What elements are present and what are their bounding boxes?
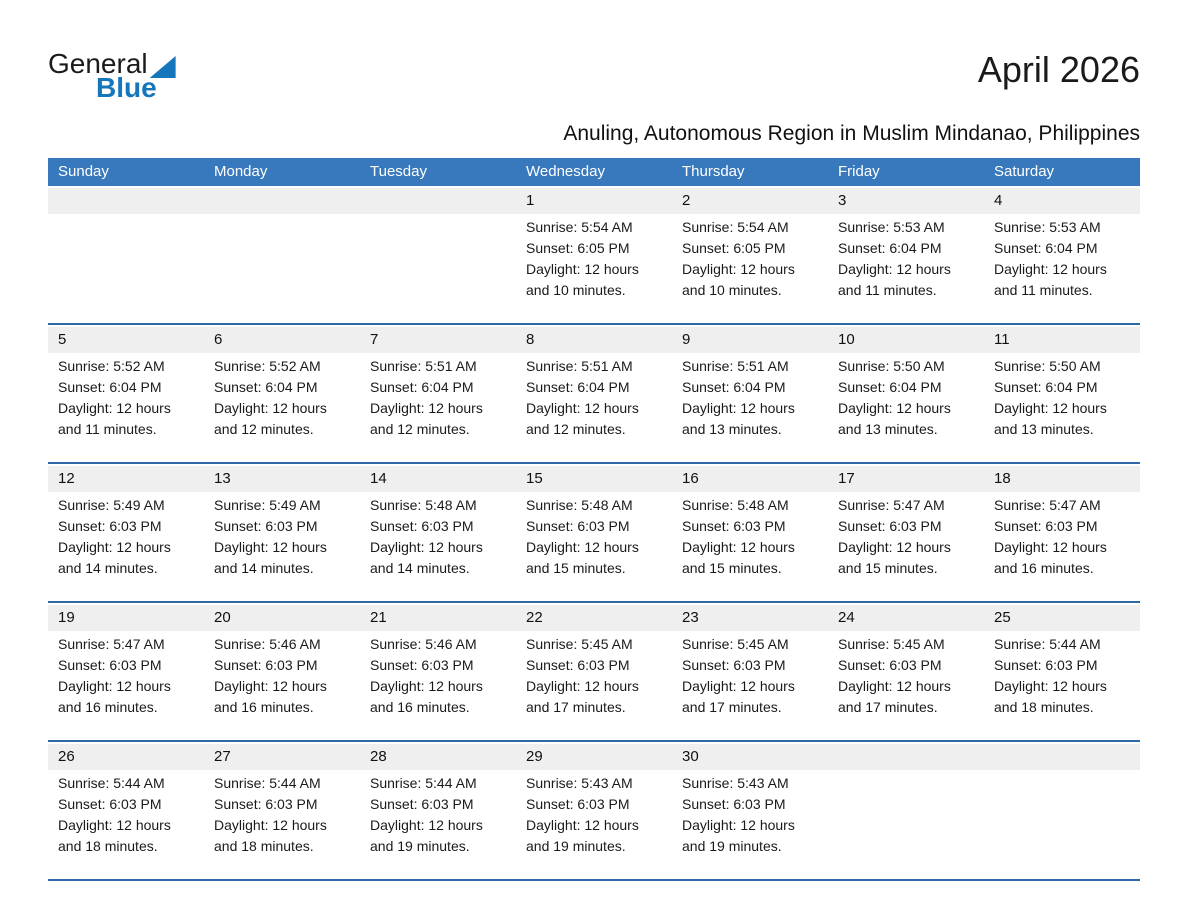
day-number: 19 bbox=[58, 609, 75, 626]
day-cell bbox=[828, 353, 984, 452]
day-cell bbox=[672, 770, 828, 869]
week-row bbox=[48, 466, 1140, 603]
day-cell bbox=[828, 631, 984, 730]
sunrise-text: Sunrise: 5:48 AM bbox=[526, 497, 633, 513]
day-cell bbox=[48, 492, 204, 591]
weekday-header-friday: Friday bbox=[838, 163, 880, 180]
sunrise-text: Sunrise: 5:47 AM bbox=[58, 636, 165, 652]
sunset-text: Sunset: 6:04 PM bbox=[994, 240, 1098, 256]
sunrise-text: Sunrise: 5:51 AM bbox=[526, 358, 633, 374]
day-cell bbox=[672, 631, 828, 730]
empty-day-number bbox=[48, 188, 204, 214]
day-number: 20 bbox=[214, 609, 231, 626]
sunset-text: Sunset: 6:04 PM bbox=[994, 379, 1098, 395]
daylight-text: Daylight: 12 hours and 19 minutes. bbox=[682, 817, 795, 854]
weekday-header-row bbox=[48, 158, 1140, 186]
day-cell bbox=[984, 353, 1140, 452]
month-title: April 2026 bbox=[977, 49, 1140, 90]
day-number: 28 bbox=[370, 748, 387, 765]
daylight-text: Daylight: 12 hours and 19 minutes. bbox=[526, 817, 639, 854]
sunset-text: Sunset: 6:04 PM bbox=[838, 379, 942, 395]
sunset-text: Sunset: 6:03 PM bbox=[526, 796, 630, 812]
day-number: 8 bbox=[526, 331, 535, 348]
sunrise-text: Sunrise: 5:52 AM bbox=[214, 358, 321, 374]
day-cell bbox=[672, 353, 828, 452]
day-number-band bbox=[48, 744, 1140, 770]
sunset-text: Sunset: 6:03 PM bbox=[370, 796, 474, 812]
empty-day-cell bbox=[48, 214, 204, 313]
daylight-text: Daylight: 12 hours and 17 minutes. bbox=[838, 678, 951, 715]
day-cell bbox=[204, 353, 360, 452]
day-number: 6 bbox=[214, 331, 223, 348]
daylight-text: Daylight: 12 hours and 10 minutes. bbox=[526, 261, 639, 298]
sunrise-text: Sunrise: 5:44 AM bbox=[58, 775, 165, 791]
day-cell bbox=[204, 770, 360, 869]
sunset-text: Sunset: 6:03 PM bbox=[370, 657, 474, 673]
day-cell bbox=[984, 631, 1140, 730]
sunset-text: Sunset: 6:03 PM bbox=[838, 518, 942, 534]
week-row bbox=[48, 188, 1140, 325]
daylight-text: Daylight: 12 hours and 18 minutes. bbox=[214, 817, 327, 854]
sunset-text: Sunset: 6:03 PM bbox=[994, 518, 1098, 534]
day-number: 21 bbox=[370, 609, 387, 626]
day-number-band bbox=[48, 188, 1140, 214]
daylight-text: Daylight: 12 hours and 13 minutes. bbox=[838, 400, 951, 437]
daylight-text: Daylight: 12 hours and 10 minutes. bbox=[682, 261, 795, 298]
daylight-text: Daylight: 12 hours and 17 minutes. bbox=[682, 678, 795, 715]
sunrise-text: Sunrise: 5:48 AM bbox=[682, 497, 789, 513]
sunset-text: Sunset: 6:03 PM bbox=[58, 518, 162, 534]
day-cell bbox=[828, 214, 984, 313]
day-number-band bbox=[48, 327, 1140, 353]
daylight-text: Daylight: 12 hours and 12 minutes. bbox=[214, 400, 327, 437]
day-number: 4 bbox=[994, 192, 1003, 209]
day-details-row bbox=[48, 492, 1140, 591]
day-number: 2 bbox=[682, 192, 691, 209]
sunset-text: Sunset: 6:03 PM bbox=[58, 796, 162, 812]
sunset-text: Sunset: 6:03 PM bbox=[838, 657, 942, 673]
day-number: 23 bbox=[682, 609, 699, 626]
daylight-text: Daylight: 12 hours and 15 minutes. bbox=[838, 539, 951, 576]
day-number: 22 bbox=[526, 609, 543, 626]
sunrise-text: Sunrise: 5:50 AM bbox=[994, 358, 1101, 374]
sunrise-text: Sunrise: 5:47 AM bbox=[994, 497, 1101, 513]
day-cell bbox=[360, 770, 516, 869]
empty-day-cell bbox=[984, 770, 1140, 869]
day-number: 30 bbox=[682, 748, 699, 765]
week-row bbox=[48, 605, 1140, 742]
day-cell bbox=[48, 631, 204, 730]
sunrise-text: Sunrise: 5:45 AM bbox=[682, 636, 789, 652]
day-cell bbox=[516, 353, 672, 452]
day-number: 29 bbox=[526, 748, 543, 765]
sunrise-text: Sunrise: 5:43 AM bbox=[682, 775, 789, 791]
day-number: 10 bbox=[838, 331, 855, 348]
day-number: 25 bbox=[994, 609, 1011, 626]
daylight-text: Daylight: 12 hours and 13 minutes. bbox=[994, 400, 1107, 437]
empty-day-number bbox=[360, 188, 516, 214]
day-number: 13 bbox=[214, 470, 231, 487]
day-cell bbox=[360, 353, 516, 452]
daylight-text: Daylight: 12 hours and 15 minutes. bbox=[682, 539, 795, 576]
daylight-text: Daylight: 12 hours and 11 minutes. bbox=[838, 261, 951, 298]
weekday-header-tuesday: Tuesday bbox=[370, 163, 427, 180]
day-cell bbox=[516, 492, 672, 591]
day-cell bbox=[516, 631, 672, 730]
day-cell bbox=[360, 631, 516, 730]
weekday-header-wednesday: Wednesday bbox=[526, 163, 605, 180]
logo-text-blue: Blue bbox=[96, 72, 157, 103]
general-blue-logo bbox=[48, 50, 176, 102]
day-cell bbox=[984, 492, 1140, 591]
daylight-text: Daylight: 12 hours and 12 minutes. bbox=[526, 400, 639, 437]
sunset-text: Sunset: 6:04 PM bbox=[526, 379, 630, 395]
daylight-text: Daylight: 12 hours and 14 minutes. bbox=[370, 539, 483, 576]
calendar-table bbox=[48, 158, 1140, 881]
day-number: 3 bbox=[838, 192, 847, 209]
day-cell bbox=[48, 353, 204, 452]
sunrise-text: Sunrise: 5:54 AM bbox=[682, 219, 789, 235]
sunset-text: Sunset: 6:03 PM bbox=[526, 518, 630, 534]
daylight-text: Daylight: 12 hours and 11 minutes. bbox=[58, 400, 171, 437]
day-number: 14 bbox=[370, 470, 387, 487]
daylight-text: Daylight: 12 hours and 18 minutes. bbox=[994, 678, 1107, 715]
day-cell bbox=[516, 770, 672, 869]
sunrise-text: Sunrise: 5:48 AM bbox=[370, 497, 477, 513]
day-details-row bbox=[48, 770, 1140, 869]
week-row bbox=[48, 744, 1140, 881]
sunrise-text: Sunrise: 5:54 AM bbox=[526, 219, 633, 235]
location-subtitle: Anuling, Autonomous Region in Muslim Mindanao, Philippines bbox=[563, 122, 1140, 145]
sunset-text: Sunset: 6:05 PM bbox=[682, 240, 786, 256]
day-cell bbox=[204, 631, 360, 730]
week-row bbox=[48, 327, 1140, 464]
daylight-text: Daylight: 12 hours and 19 minutes. bbox=[370, 817, 483, 854]
sunset-text: Sunset: 6:03 PM bbox=[214, 796, 318, 812]
sunset-text: Sunset: 6:03 PM bbox=[526, 657, 630, 673]
day-cell bbox=[672, 214, 828, 313]
day-cell bbox=[204, 492, 360, 591]
day-number: 15 bbox=[526, 470, 543, 487]
sunrise-text: Sunrise: 5:53 AM bbox=[838, 219, 945, 235]
day-number: 17 bbox=[838, 470, 855, 487]
sunset-text: Sunset: 6:03 PM bbox=[214, 657, 318, 673]
daylight-text: Daylight: 12 hours and 14 minutes. bbox=[214, 539, 327, 576]
sunrise-text: Sunrise: 5:53 AM bbox=[994, 219, 1101, 235]
day-number: 16 bbox=[682, 470, 699, 487]
sunrise-text: Sunrise: 5:46 AM bbox=[370, 636, 477, 652]
sunrise-text: Sunrise: 5:44 AM bbox=[214, 775, 321, 791]
day-number: 11 bbox=[994, 331, 1010, 348]
day-number: 18 bbox=[994, 470, 1011, 487]
day-number: 7 bbox=[370, 331, 379, 348]
day-cell bbox=[516, 214, 672, 313]
empty-day-cell bbox=[828, 770, 984, 869]
sunset-text: Sunset: 6:03 PM bbox=[994, 657, 1098, 673]
day-cell bbox=[48, 770, 204, 869]
empty-day-number bbox=[984, 744, 1140, 770]
sunset-text: Sunset: 6:04 PM bbox=[58, 379, 162, 395]
sunrise-text: Sunrise: 5:44 AM bbox=[370, 775, 477, 791]
day-number: 27 bbox=[214, 748, 231, 765]
weekday-header-sunday: Sunday bbox=[58, 163, 109, 180]
day-number: 12 bbox=[58, 470, 75, 487]
daylight-text: Daylight: 12 hours and 16 minutes. bbox=[58, 678, 171, 715]
weekday-header-saturday: Saturday bbox=[994, 163, 1055, 180]
daylight-text: Daylight: 12 hours and 12 minutes. bbox=[370, 400, 483, 437]
sunrise-text: Sunrise: 5:45 AM bbox=[838, 636, 945, 652]
sunrise-text: Sunrise: 5:43 AM bbox=[526, 775, 633, 791]
sunset-text: Sunset: 6:03 PM bbox=[682, 796, 786, 812]
day-number: 9 bbox=[682, 331, 691, 348]
empty-day-number bbox=[828, 744, 984, 770]
day-number: 1 bbox=[526, 192, 535, 209]
daylight-text: Daylight: 12 hours and 15 minutes. bbox=[526, 539, 639, 576]
sunrise-text: Sunrise: 5:49 AM bbox=[58, 497, 165, 513]
calendar-weeks bbox=[48, 188, 1140, 881]
logo-text-general: General bbox=[48, 48, 148, 79]
sunrise-text: Sunrise: 5:50 AM bbox=[838, 358, 945, 374]
day-cell bbox=[828, 492, 984, 591]
daylight-text: Daylight: 12 hours and 16 minutes. bbox=[994, 539, 1107, 576]
day-cell bbox=[672, 492, 828, 591]
sunrise-text: Sunrise: 5:51 AM bbox=[370, 358, 477, 374]
sunrise-text: Sunrise: 5:47 AM bbox=[838, 497, 945, 513]
day-number-band bbox=[48, 605, 1140, 631]
sunset-text: Sunset: 6:03 PM bbox=[682, 518, 786, 534]
page-header bbox=[48, 0, 1140, 102]
day-number-band bbox=[48, 466, 1140, 492]
daylight-text: Daylight: 12 hours and 14 minutes. bbox=[58, 539, 171, 576]
daylight-text: Daylight: 12 hours and 11 minutes. bbox=[994, 261, 1107, 298]
sunset-text: Sunset: 6:04 PM bbox=[838, 240, 942, 256]
sunrise-text: Sunrise: 5:44 AM bbox=[994, 636, 1101, 652]
day-cell bbox=[984, 214, 1140, 313]
sunrise-text: Sunrise: 5:46 AM bbox=[214, 636, 321, 652]
day-number: 24 bbox=[838, 609, 855, 626]
sunset-text: Sunset: 6:03 PM bbox=[370, 518, 474, 534]
day-number: 26 bbox=[58, 748, 75, 765]
sunset-text: Sunset: 6:04 PM bbox=[682, 379, 786, 395]
sunset-text: Sunset: 6:05 PM bbox=[526, 240, 630, 256]
sunset-text: Sunset: 6:03 PM bbox=[682, 657, 786, 673]
sunset-text: Sunset: 6:04 PM bbox=[214, 379, 318, 395]
daylight-text: Daylight: 12 hours and 16 minutes. bbox=[214, 678, 327, 715]
sunrise-text: Sunrise: 5:49 AM bbox=[214, 497, 321, 513]
day-number: 5 bbox=[58, 331, 67, 348]
empty-day-number bbox=[204, 188, 360, 214]
sunrise-text: Sunrise: 5:45 AM bbox=[526, 636, 633, 652]
daylight-text: Daylight: 12 hours and 17 minutes. bbox=[526, 678, 639, 715]
weekday-header-monday: Monday bbox=[214, 163, 268, 180]
day-cell bbox=[360, 492, 516, 591]
sunrise-text: Sunrise: 5:51 AM bbox=[682, 358, 789, 374]
daylight-text: Daylight: 12 hours and 16 minutes. bbox=[370, 678, 483, 715]
sunset-text: Sunset: 6:03 PM bbox=[58, 657, 162, 673]
sunrise-text: Sunrise: 5:52 AM bbox=[58, 358, 165, 374]
day-details-row bbox=[48, 631, 1140, 730]
daylight-text: Daylight: 12 hours and 13 minutes. bbox=[682, 400, 795, 437]
sunset-text: Sunset: 6:04 PM bbox=[370, 379, 474, 395]
weekday-header-thursday: Thursday bbox=[682, 163, 745, 180]
daylight-text: Daylight: 12 hours and 18 minutes. bbox=[58, 817, 171, 854]
empty-day-cell bbox=[360, 214, 516, 313]
day-details-row bbox=[48, 353, 1140, 452]
empty-day-cell bbox=[204, 214, 360, 313]
day-details-row bbox=[48, 214, 1140, 313]
sunset-text: Sunset: 6:03 PM bbox=[214, 518, 318, 534]
